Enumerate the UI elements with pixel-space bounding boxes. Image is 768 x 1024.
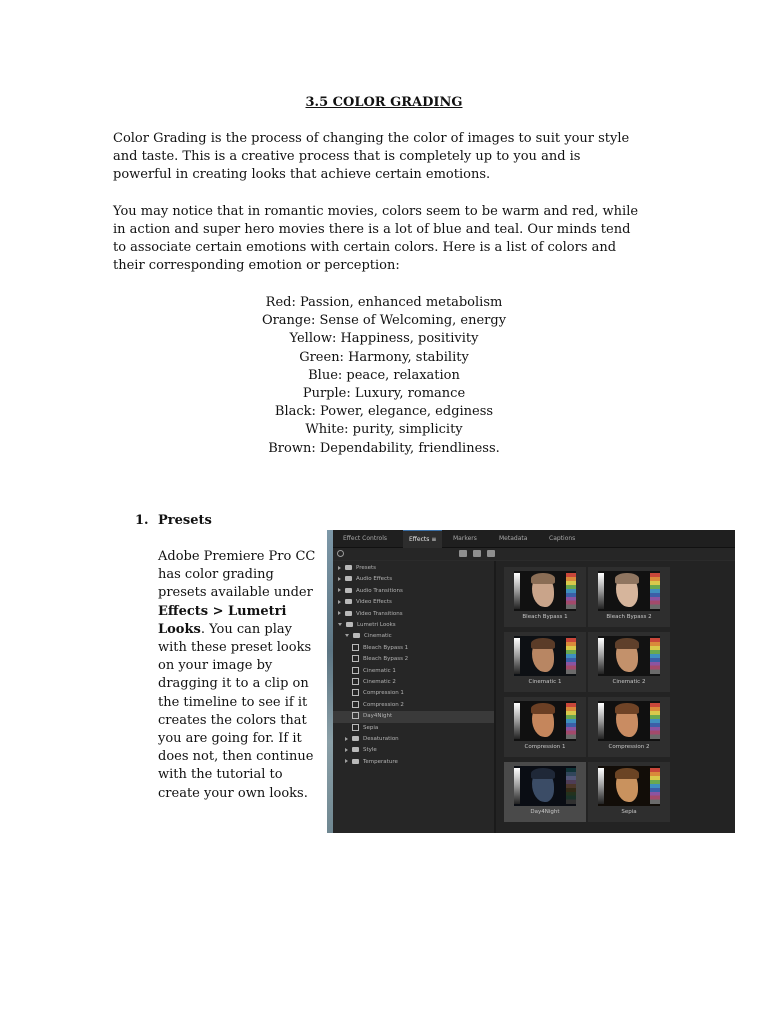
yuv-effects-icon[interactable] (487, 550, 495, 557)
tree-item[interactable] (333, 757, 506, 768)
preset-icon (352, 724, 359, 731)
look-thumbnail (598, 636, 660, 676)
folder-icon (345, 588, 352, 593)
tree-item-label: Video Effects (356, 599, 392, 606)
portrait-image (522, 766, 564, 806)
color-swatch (566, 638, 576, 674)
folder-icon (345, 611, 352, 616)
collapsed-triangle-icon[interactable] (345, 737, 348, 741)
look-tile-label: Sepia (621, 809, 637, 815)
collapsed-triangle-icon[interactable] (338, 577, 341, 581)
tree-item-label: Day4Night (363, 713, 393, 720)
tree-item[interactable] (333, 666, 513, 677)
grayscale-swatch (514, 703, 520, 739)
color-item-blue: Blue: peace, relaxation (308, 367, 460, 383)
tree-item-label: Style (363, 747, 377, 754)
preset-icon (352, 667, 359, 674)
grayscale-swatch (598, 703, 604, 739)
portrait-image (522, 701, 564, 741)
tab-effects[interactable] (403, 530, 442, 548)
look-tile-label: Compression 2 (608, 744, 650, 750)
portrait-image (522, 571, 564, 611)
look-tile[interactable] (504, 762, 586, 822)
presets-text-before: Adobe Premiere Pro CC has color grading presets available under (158, 549, 316, 601)
grayscale-swatch (514, 638, 520, 674)
folder-icon (345, 599, 352, 604)
presets-text-after: . You can play with these preset looks on your image by dragging it to a clip on the timeline to see if it creates the colors that you are going for. If it does not, then continue with the tutorial to create your own looks. (158, 621, 314, 801)
portrait-hair (615, 768, 639, 779)
grayscale-swatch (598, 768, 604, 804)
preset-icon (352, 689, 359, 696)
tree-item-label: Desaturation (363, 736, 399, 742)
tree-item[interactable] (333, 620, 499, 631)
collapsed-triangle-icon[interactable] (338, 588, 341, 592)
folder-icon (352, 759, 359, 764)
color-swatch (566, 573, 576, 609)
color-item-green: Green: Harmony, stability (299, 349, 469, 365)
look-tile[interactable] (588, 762, 670, 822)
color-item-orange: Orange: Sense of Welcoming, energy (261, 313, 507, 329)
tree-item[interactable] (333, 597, 499, 608)
look-tile[interactable] (504, 567, 586, 627)
portrait-hair (531, 768, 555, 779)
portrait-image (606, 701, 648, 741)
tree-item[interactable] (333, 643, 513, 654)
portrait-hair (531, 703, 555, 714)
preset-icon (352, 655, 359, 662)
folder-icon (352, 747, 359, 752)
panel-tab-bar (333, 530, 735, 548)
tree-item[interactable] (333, 586, 499, 597)
look-tile[interactable] (504, 697, 586, 757)
effects-search-toolbar (333, 548, 735, 560)
portrait-hair (615, 703, 639, 714)
collapsed-triangle-icon[interactable] (345, 748, 348, 752)
portrait-hair (615, 573, 639, 584)
look-tile-label: Bleach Bypass 1 (522, 614, 568, 620)
tree-item-label: Cinematic 1 (363, 667, 396, 674)
tree-item-label: Lumetri Looks (357, 622, 396, 628)
portrait-image (522, 636, 564, 676)
look-tile-label: Day4Night (530, 809, 560, 815)
tree-item[interactable] (333, 688, 513, 699)
color-item-white: White: purity, simplicity (305, 422, 463, 438)
tree-item[interactable] (333, 745, 506, 756)
folder-icon (352, 736, 359, 741)
color-swatch (650, 573, 660, 609)
collapsed-triangle-icon[interactable] (338, 611, 341, 615)
accelerated-effects-icon[interactable] (459, 550, 467, 557)
collapsed-triangle-icon[interactable] (338, 566, 341, 570)
tab-metadata[interactable]: Metadata (499, 535, 528, 542)
color-swatch (566, 768, 576, 804)
color-swatch (650, 768, 660, 804)
tree-item[interactable] (333, 734, 506, 745)
grayscale-swatch (598, 638, 604, 674)
tree-item[interactable] (333, 609, 499, 620)
tree-item-label: Audio Effects (356, 576, 393, 583)
look-thumbnail (598, 701, 660, 741)
portrait-hair (531, 573, 555, 584)
color-item-yellow: Yellow: Happiness, positivity (289, 331, 479, 347)
tab-effect-controls[interactable]: Effect Controls (343, 535, 387, 542)
portrait-image (606, 571, 648, 611)
tree-item[interactable] (333, 677, 513, 688)
tree-item-label: Bleach Bypass 2 (363, 656, 409, 663)
presets-text-bold: Effects > Lumetri Looks (158, 603, 287, 637)
tree-item[interactable] (333, 574, 499, 585)
intro-paragraph: Color Grading is the process of changing the color of images to suit your style and taste. This is a creative process that is completely up to you and is powerful in creating looks that achieve certain emotions. (113, 131, 630, 182)
grayscale-swatch (514, 768, 520, 804)
effects-tree (333, 561, 494, 833)
portrait-image (606, 636, 648, 676)
portrait-hair (615, 638, 639, 649)
color-item-black: Black: Power, elegance, edginess (274, 404, 494, 420)
section-number: 1. (135, 513, 149, 528)
page-title: 3.5 COLOR GRADING (305, 95, 463, 110)
look-thumbnail (514, 571, 576, 611)
look-tile-label: Cinematic 2 (612, 679, 646, 685)
look-tile-label: Compression 1 (524, 744, 566, 750)
color-emotion-list (0, 294, 768, 458)
tab-menu-icon: ≡ (431, 536, 437, 543)
collapsed-triangle-icon[interactable] (338, 600, 341, 604)
color-swatch (566, 703, 576, 739)
tree-item[interactable] (333, 563, 499, 574)
portrait-hair (531, 638, 555, 649)
portrait-image (606, 766, 648, 806)
tree-item-label: Presets (356, 565, 377, 571)
look-tile[interactable] (588, 632, 670, 692)
lumetri-looks-grid (496, 561, 735, 833)
look-thumbnail (598, 571, 660, 611)
color-swatch (650, 638, 660, 674)
preset-icon (352, 712, 359, 719)
tab-markers[interactable]: Markers (453, 535, 477, 542)
look-tile[interactable] (588, 697, 670, 757)
tree-item-label: Bleach Bypass 1 (363, 644, 409, 651)
preset-icon (352, 678, 359, 685)
color-swatch (650, 703, 660, 739)
tree-item-label: Temperature (363, 758, 398, 765)
32bit-effects-icon[interactable] (473, 550, 481, 557)
presets-paragraph (158, 548, 323, 803)
expanded-triangle-icon[interactable] (338, 623, 342, 626)
emotions-paragraph: You may notice that in romantic movies, colors seem to be warm and red, while in action and super hero movies there is a lot of blue and teal. Our minds tend to associate certain emotions with certain colors. Here is a list of colors and their corresponding emotion or perception: (113, 204, 639, 273)
look-thumbnail (514, 766, 576, 806)
look-tile[interactable] (504, 632, 586, 692)
color-item-purple: Purple: Luxury, romance (302, 386, 466, 402)
tree-item[interactable] (333, 711, 513, 722)
preset-icon (352, 644, 359, 651)
premiere-effects-panel-screenshot (327, 530, 735, 833)
section-title: Presets (158, 513, 212, 528)
folder-icon (345, 565, 352, 570)
tree-item-label: Video Transitions (356, 610, 403, 617)
color-item-brown: Brown: Dependability, friendliness. (268, 440, 500, 456)
tree-item-label: Compression 1 (363, 690, 404, 697)
look-thumbnail (514, 636, 576, 676)
grayscale-swatch (514, 573, 520, 609)
look-tile[interactable] (588, 567, 670, 627)
look-thumbnail (598, 766, 660, 806)
folder-icon (345, 576, 352, 581)
collapsed-triangle-icon[interactable] (345, 759, 348, 763)
tree-item[interactable] (333, 700, 513, 711)
look-tile-label: Cinematic 1 (528, 679, 562, 685)
tree-item-label: Cinematic (364, 633, 392, 640)
folder-icon (346, 622, 353, 627)
grayscale-swatch (598, 573, 604, 609)
look-thumbnail (514, 701, 576, 741)
tree-item-label: Compression 2 (363, 701, 404, 708)
color-item-red: Red: Passion, enhanced metabolism (265, 295, 503, 310)
tree-item-label: Cinematic 2 (363, 679, 396, 685)
folder-icon (353, 633, 360, 638)
expanded-triangle-icon[interactable] (345, 634, 349, 637)
tab-effects-label: Effects (409, 536, 430, 543)
tree-item[interactable] (333, 631, 506, 642)
look-tile-label: Bleach Bypass 2 (606, 614, 652, 620)
tree-item[interactable] (333, 654, 513, 665)
tree-item[interactable] (333, 723, 513, 734)
tab-captions[interactable]: Captions (549, 535, 576, 542)
tree-item-label: Audio Transitions (356, 587, 403, 594)
preset-icon (352, 701, 359, 708)
tree-item-label: Sepia (363, 724, 379, 731)
search-icon[interactable] (337, 550, 344, 557)
